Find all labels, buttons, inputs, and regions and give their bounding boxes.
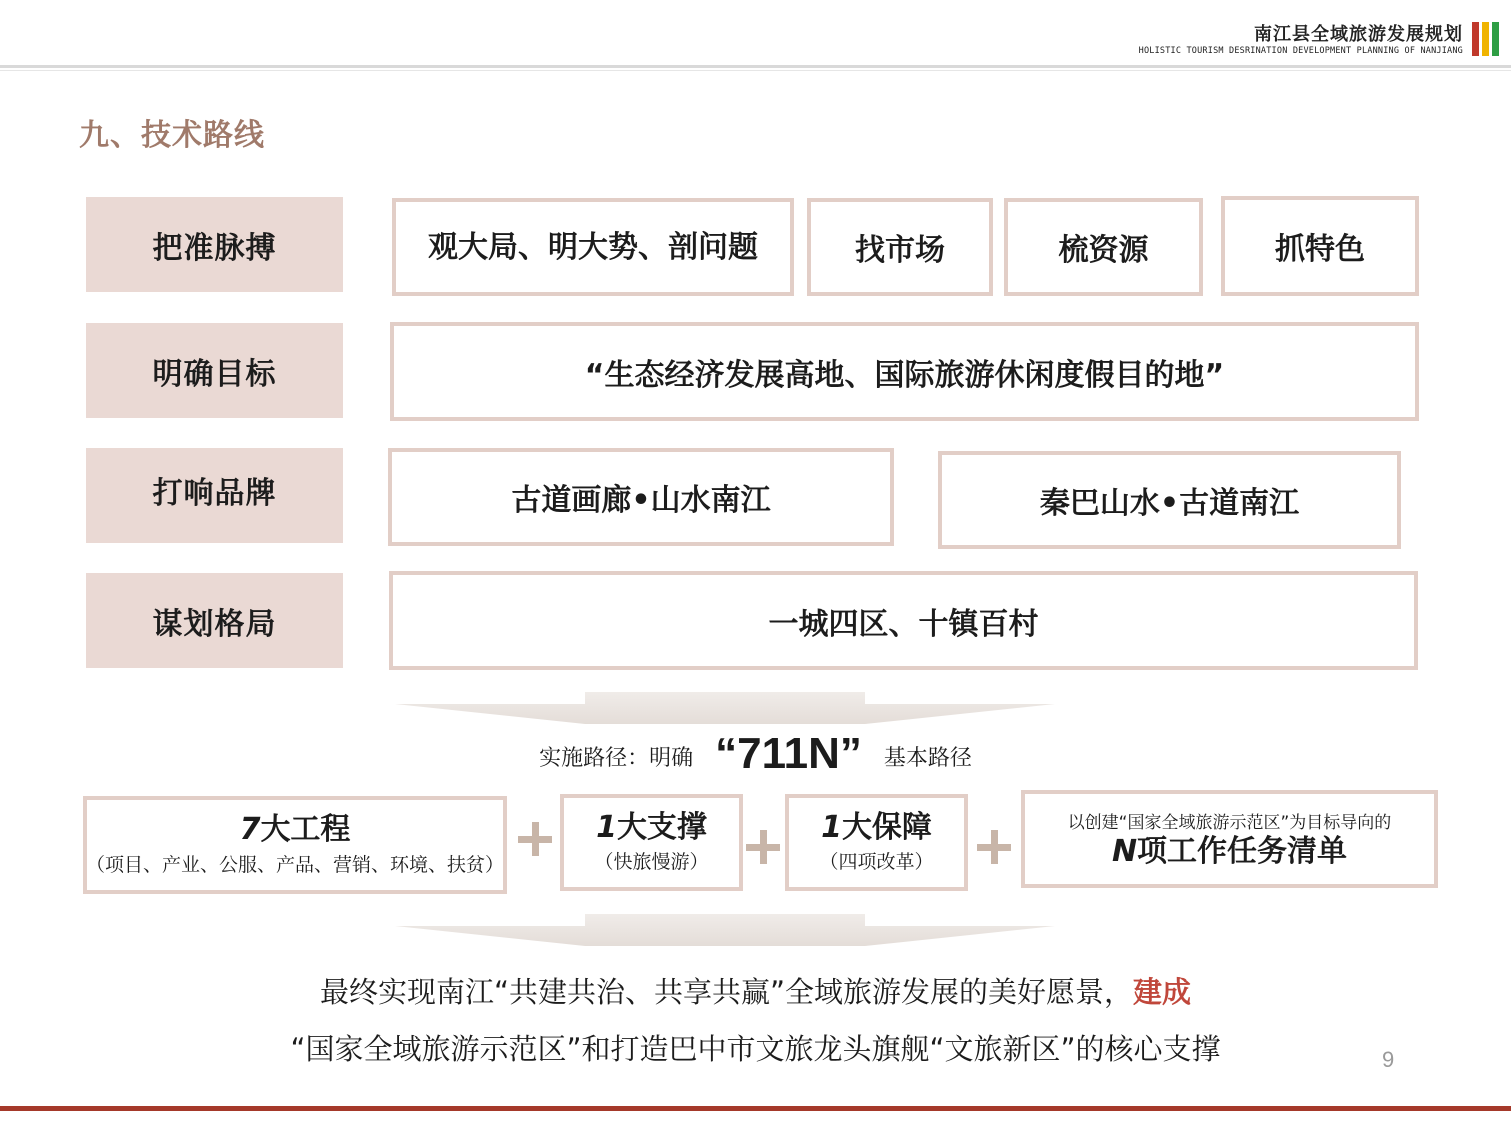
category-label-layout: 谋划格局: [86, 573, 343, 668]
category-label-goal: 明确目标: [86, 323, 343, 418]
conclusion-accent: 建成: [1133, 975, 1192, 1009]
component-n-tasks: [1021, 790, 1438, 888]
section-title: 九、技术路线: [79, 118, 265, 153]
item-features: 抓特色: [1221, 196, 1419, 296]
component-number: 1: [821, 809, 842, 845]
component-one-support: [560, 794, 743, 891]
goal-statement: “生态经济发展高地、国际旅游休闲度假目的地”: [390, 322, 1419, 421]
category-label-brand: 打响品牌: [86, 448, 343, 543]
plus-icon: [977, 830, 1011, 864]
brand-slogan-1: 古道画廊•山水南江: [388, 448, 894, 546]
implementation-path: [0, 729, 1511, 778]
plus-icon: [746, 830, 780, 864]
component-title: 项工作任务清单: [1137, 834, 1348, 870]
component-heading: [821, 811, 932, 846]
path-prefix: 实施路径：明确: [539, 746, 694, 771]
component-number: 1: [596, 809, 617, 845]
spatial-layout: 一城四区、十镇百村: [389, 571, 1418, 670]
component-detail: （四项改革）: [819, 851, 934, 874]
component-detail: （快旅慢游）: [594, 851, 709, 874]
page-number: 9: [1382, 1047, 1395, 1072]
brand-slogan-2: 秦巴山水•古道南江: [938, 451, 1401, 549]
logo-bar-yellow: [1482, 22, 1489, 56]
funnel-arrow-icon: [395, 914, 1055, 946]
component-heading: [1112, 835, 1347, 870]
component-heading: [596, 811, 707, 846]
component-heading: [240, 813, 351, 848]
conclusion-text: 最终实现南江“共建共治、共享共赢”全域旅游发展的美好愿景，: [319, 975, 1134, 1009]
component-title: 大保障: [841, 809, 932, 845]
funnel-arrow-icon: [395, 692, 1055, 724]
component-title: 大工程: [260, 812, 351, 848]
footer-bar: [0, 1106, 1511, 1111]
component-number: N: [1111, 834, 1138, 870]
document-subtitle: HOLISTIC TOURISM DESRINATION DEVELOPMENT PLANNING OF NANJIANG: [1138, 46, 1463, 56]
brand-logo-icon: [1472, 22, 1500, 56]
item-market: 找市场: [807, 198, 993, 296]
conclusion-line-1: [0, 970, 1511, 1011]
item-resources: 梳资源: [1004, 198, 1203, 296]
plus-icon: [518, 822, 552, 856]
logo-bar-red: [1472, 22, 1479, 56]
category-label-pulse: 把准脉搏: [86, 197, 343, 292]
component-note: 以创建“国家全域旅游示范区”为目标导向的: [1067, 813, 1392, 834]
component-title: 大支撑: [616, 809, 707, 845]
path-suffix: 基本路径: [883, 746, 972, 771]
conclusion-line-2: “国家全域旅游示范区”和打造巴中市文旅龙头旗舰“文旅新区”的核心支撑: [290, 1032, 1221, 1066]
path-code: “711N”: [715, 729, 862, 778]
header-divider-thin: [0, 70, 1511, 71]
header-divider: [0, 65, 1511, 68]
component-number: 7: [239, 812, 261, 848]
document-title: 南江县全域旅游发展规划: [1254, 24, 1463, 45]
component-seven-projects: [83, 796, 507, 894]
component-detail: （项目、产业、公服、产品、营销、环境、扶贫）: [86, 853, 505, 876]
logo-bar-green: [1492, 22, 1499, 56]
item-overview: 观大局、明大势、剖问题: [392, 198, 794, 296]
component-one-guarantee: [785, 794, 968, 891]
